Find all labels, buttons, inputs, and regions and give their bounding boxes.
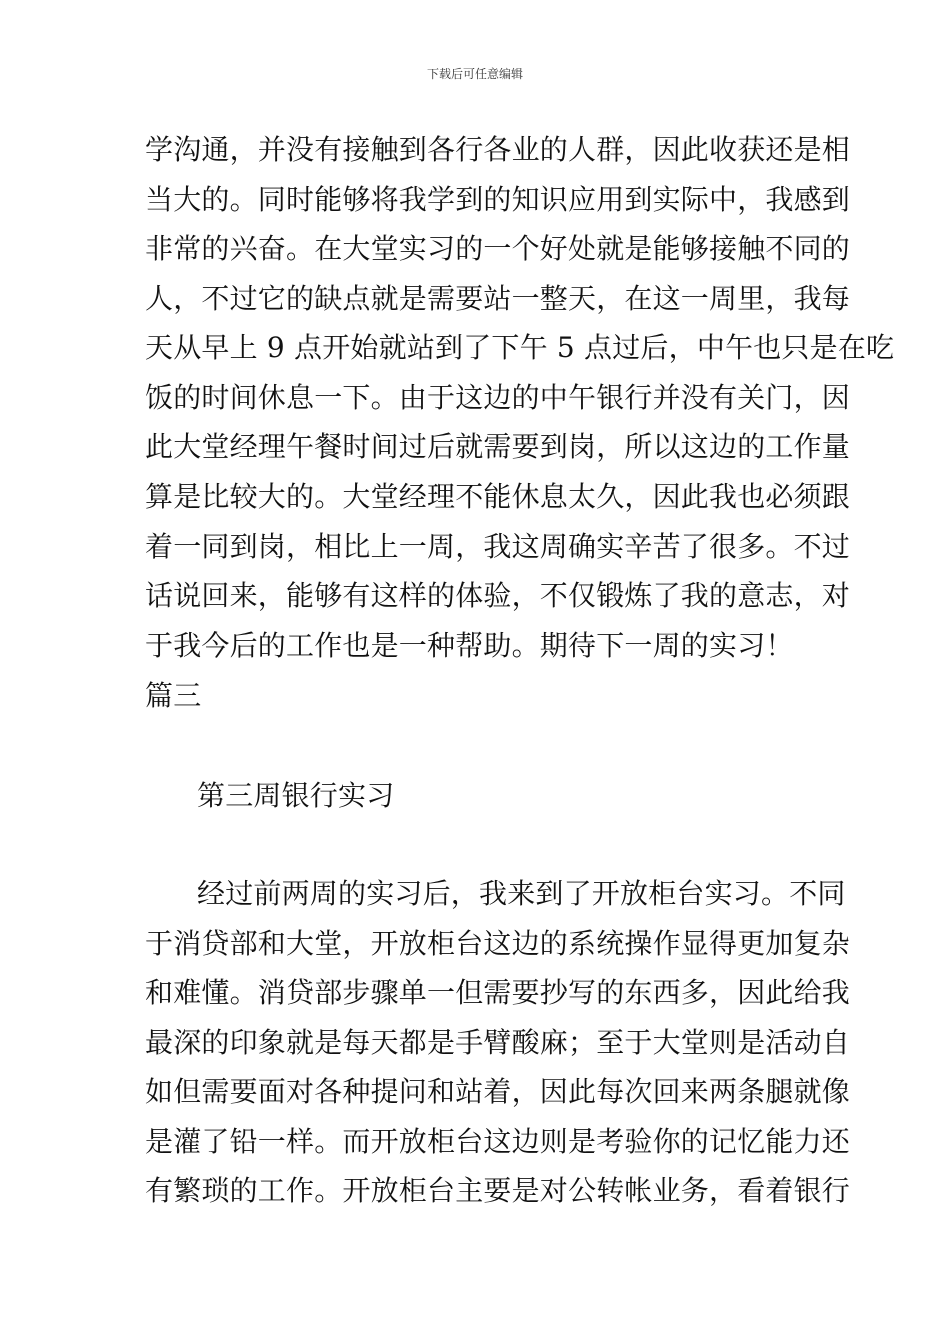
text-line: 非常的兴奋。在大堂实习的一个好处就是能够接触不同的: [145, 232, 851, 265]
text-line: 经过前两周的实习后，我来到了开放柜台实习。不同: [197, 877, 846, 910]
text-line: 话说回来，能够有这样的体验，不仅锻炼了我的意志，对: [145, 579, 851, 612]
text-line: 此大堂经理午餐时间过后就需要到岗，所以这边的工作量: [145, 430, 851, 463]
text-line: 当大的。同时能够将我学到的知识应用到实际中，我感到: [145, 183, 851, 216]
text-line: 和难懂。消贷部步骤单一但需要抄写的东西多，因此给我: [145, 976, 851, 1009]
text-line: 天从早上 9 点开始就站到了下午 5 点过后，中午也只是在吃: [145, 331, 895, 364]
section-title: 第三周银行实习: [197, 779, 395, 812]
text-line: 着一同到岗，相比上一周，我这周确实辛苦了很多。不过: [145, 530, 851, 563]
text-line: 学沟通，并没有接触到各行各业的人群，因此收获还是相: [145, 133, 851, 166]
text-line: 于消贷部和大堂，开放柜台这边的系统操作显得更加复杂: [145, 927, 851, 960]
section-label: 篇三: [145, 679, 202, 712]
text-line: 饭的时间休息一下。由于这边的中午银行并没有关门，因: [145, 381, 851, 414]
text-line: 算是比较大的。大堂经理不能休息太久，因此我也必须跟: [145, 480, 851, 513]
text-line: 如但需要面对各种提问和站着，因此每次回来两条腿就像: [145, 1075, 851, 1108]
text-line: 人，不过它的缺点就是需要站一整天，在这一周里，我每: [145, 282, 851, 315]
text-line: 有繁琐的工作。开放柜台主要是对公转帐业务，看着银行: [145, 1174, 851, 1207]
text-line: 最深的印象就是每天都是手臂酸麻；至于大堂则是活动自: [145, 1026, 851, 1059]
text-line: 是灌了铅一样。而开放柜台这边则是考验你的记忆能力还: [145, 1125, 851, 1158]
text-line: 于我今后的工作也是一种帮助。期待下一周的实习！: [145, 629, 794, 662]
page-header: 下载后可任意编辑: [426, 67, 523, 81]
